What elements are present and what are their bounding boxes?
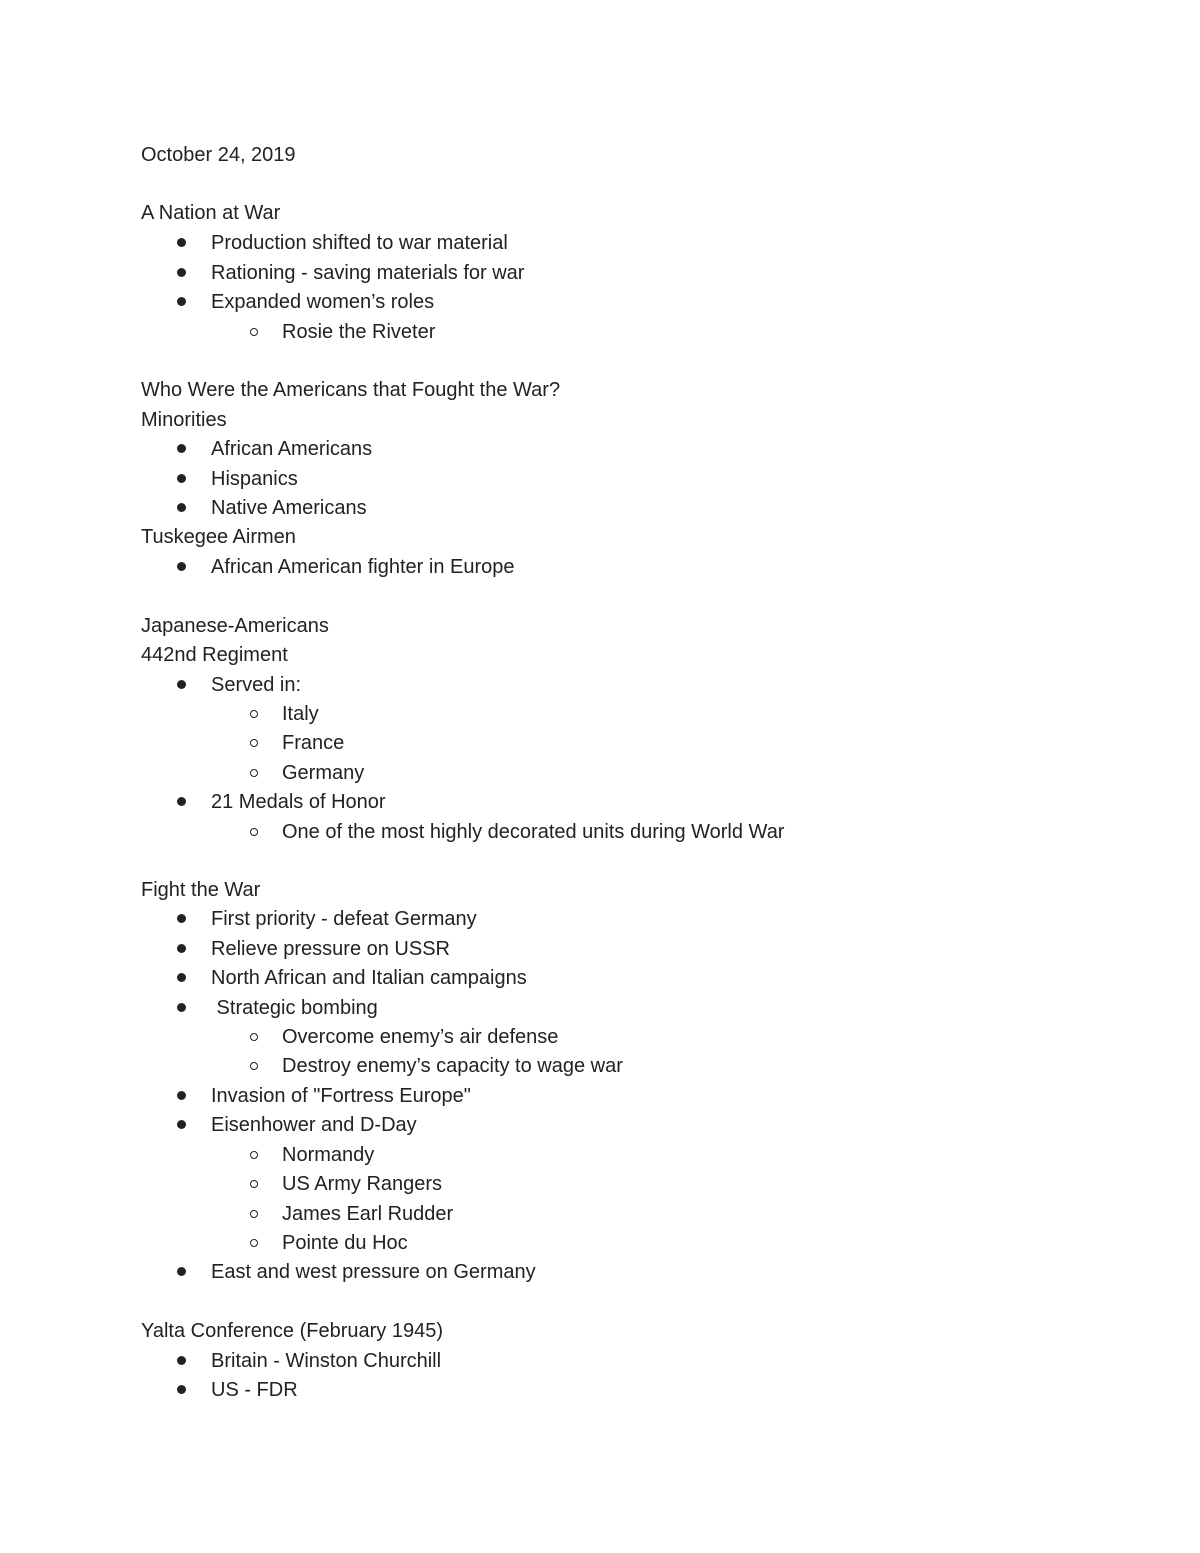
- section-title-yalta: Yalta Conference (February 1945): [141, 1320, 444, 1342]
- bullet-icon: [177, 680, 186, 689]
- bullet-icon: [177, 1120, 186, 1129]
- bullet-icon: [177, 238, 186, 247]
- hollow-bullet-icon: [250, 769, 258, 777]
- list-item: Expanded women’s roles: [211, 290, 434, 314]
- sub-list-item: France: [282, 731, 344, 755]
- bullet-icon: [177, 944, 186, 953]
- subheading-tuskegee: Tuskegee Airmen: [141, 526, 296, 548]
- list-item: First priority - defeat Germany: [211, 907, 477, 931]
- sub-list-item: Overcome enemy’s air defense: [282, 1025, 558, 1049]
- date-heading: October 24, 2019: [141, 144, 296, 166]
- bullet-icon: [177, 1091, 186, 1100]
- subheading-minorities: Minorities: [141, 409, 227, 431]
- list-item: African Americans: [211, 437, 372, 461]
- bullet-icon: [177, 444, 186, 453]
- list-item: 21 Medals of Honor: [211, 790, 386, 814]
- hollow-bullet-icon: [250, 1239, 258, 1247]
- list-item: Strategic bombing: [211, 996, 378, 1020]
- bullet-icon: [177, 1356, 186, 1365]
- bullet-icon: [177, 1385, 186, 1394]
- bullet-icon: [177, 797, 186, 806]
- bullet-icon: [177, 1003, 186, 1012]
- list-item: Relieve pressure on USSR: [211, 937, 450, 961]
- sub-list-item: Normandy: [282, 1143, 374, 1167]
- sub-list-item: US Army Rangers: [282, 1172, 442, 1196]
- section-title-nation-at-war: A Nation at War: [141, 202, 281, 224]
- sub-list-item: Germany: [282, 761, 364, 785]
- section-title-fight-the-war: Fight the War: [141, 879, 261, 901]
- section-title-japanese-americans: Japanese-Americans: [141, 615, 329, 637]
- hollow-bullet-icon: [250, 739, 258, 747]
- list-item: African American fighter in Europe: [211, 555, 515, 579]
- list-item: Hispanics: [211, 467, 298, 491]
- section-title-americans-fought: Who Were the Americans that Fought the War?: [141, 379, 561, 401]
- hollow-bullet-icon: [250, 328, 258, 336]
- hollow-bullet-icon: [250, 1180, 258, 1188]
- bullet-icon: [177, 268, 186, 277]
- bullet-icon: [177, 914, 186, 923]
- list-item: East and west pressure on Germany: [211, 1260, 536, 1284]
- bullet-icon: [177, 297, 186, 306]
- hollow-bullet-icon: [250, 710, 258, 718]
- hollow-bullet-icon: [250, 1210, 258, 1218]
- bullet-icon: [177, 973, 186, 982]
- subheading-442nd: 442nd Regiment: [141, 644, 288, 666]
- sub-list-item: Pointe du Hoc: [282, 1231, 408, 1255]
- list-item: Invasion of "Fortress Europe": [211, 1084, 471, 1108]
- bullet-icon: [177, 562, 186, 571]
- list-item: Britain - Winston Churchill: [211, 1349, 441, 1373]
- hollow-bullet-icon: [250, 828, 258, 836]
- list-item: North African and Italian campaigns: [211, 966, 527, 990]
- hollow-bullet-icon: [250, 1062, 258, 1070]
- sub-list-item: James Earl Rudder: [282, 1202, 453, 1226]
- sub-list-item: One of the most highly decorated units during World War: [282, 820, 784, 844]
- hollow-bullet-icon: [250, 1033, 258, 1041]
- hollow-bullet-icon: [250, 1151, 258, 1159]
- bullet-icon: [177, 503, 186, 512]
- bullet-icon: [177, 474, 186, 483]
- sub-list-item: Destroy enemy’s capacity to wage war: [282, 1054, 623, 1078]
- sub-list-item: Italy: [282, 702, 319, 726]
- list-item: Native Americans: [211, 496, 367, 520]
- sub-list-item: Rosie the Riveter: [282, 320, 435, 344]
- list-item: Production shifted to war material: [211, 231, 508, 255]
- list-item: US - FDR: [211, 1378, 298, 1402]
- list-item: Rationing - saving materials for war: [211, 261, 524, 285]
- bullet-icon: [177, 1267, 186, 1276]
- list-item: Served in:: [211, 673, 301, 697]
- list-item: Eisenhower and D-Day: [211, 1113, 417, 1137]
